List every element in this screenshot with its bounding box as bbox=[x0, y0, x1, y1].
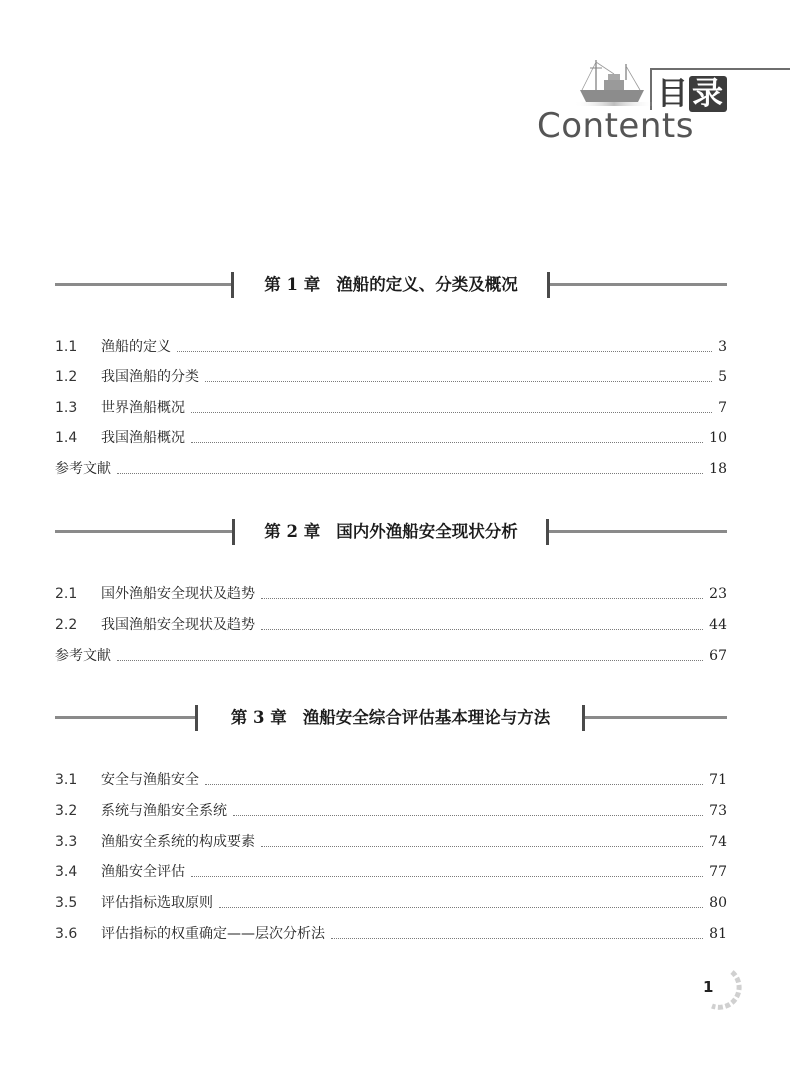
entry-page: 10 bbox=[709, 430, 727, 446]
toc-entry[interactable] bbox=[55, 646, 727, 666]
entry-page: 73 bbox=[709, 803, 727, 819]
entry-page: 18 bbox=[709, 461, 727, 477]
chapter-title bbox=[199, 703, 582, 733]
entry-title: 我国渔船概况 bbox=[101, 430, 185, 446]
entry-page: 3 bbox=[718, 339, 727, 355]
entry-number: 2.1 bbox=[55, 586, 78, 602]
header-rule-horizontal bbox=[650, 68, 790, 70]
entry-page: 77 bbox=[709, 864, 727, 880]
entry-title: 渔船的定义 bbox=[101, 339, 171, 355]
toc-entry[interactable] bbox=[55, 893, 727, 913]
toc-entry[interactable] bbox=[55, 615, 727, 635]
toc-entry[interactable] bbox=[55, 862, 727, 882]
entry-number: 3.2 bbox=[55, 803, 78, 819]
entry-title: 系统与渔船安全系统 bbox=[101, 803, 227, 819]
chapter-rule-right bbox=[585, 716, 727, 719]
chapter-2-heading bbox=[55, 517, 727, 547]
entry-number: 3.3 bbox=[55, 834, 78, 850]
entry-page: 23 bbox=[709, 586, 727, 602]
entry-number: 1.4 bbox=[55, 430, 78, 446]
chapter-name: 国内外渔船安全现状分析 bbox=[336, 522, 518, 541]
entry-title: 渔船安全评估 bbox=[101, 864, 185, 880]
chapter-number: 第 3 章 bbox=[230, 708, 287, 727]
toc-entry[interactable] bbox=[55, 428, 727, 448]
toc-entry[interactable] bbox=[55, 584, 727, 604]
leader-dots bbox=[261, 598, 703, 599]
toc-entry[interactable] bbox=[55, 398, 727, 418]
leader-dots bbox=[191, 876, 703, 877]
chapter-number: 第 2 章 bbox=[264, 522, 321, 541]
contents-word: Contents bbox=[537, 106, 694, 146]
leader-dots bbox=[191, 412, 712, 413]
chapter-1-heading bbox=[55, 270, 727, 300]
entry-title: 安全与渔船安全 bbox=[101, 772, 199, 788]
entry-title: 参考文献 bbox=[55, 648, 111, 664]
entry-page: 71 bbox=[709, 772, 727, 788]
entry-page: 7 bbox=[718, 400, 727, 416]
chapter-rule-left bbox=[55, 530, 232, 533]
chapter-title bbox=[236, 517, 546, 547]
entry-number: 3.5 bbox=[55, 895, 78, 911]
toc-entry[interactable] bbox=[55, 832, 727, 852]
toc-title-prefix: 目 bbox=[657, 76, 689, 112]
leader-dots bbox=[331, 938, 703, 939]
leader-dots bbox=[177, 351, 712, 352]
toc-entry[interactable] bbox=[55, 770, 727, 790]
toc-entry[interactable] bbox=[55, 459, 727, 479]
toc-entry[interactable] bbox=[55, 801, 727, 821]
toc-entry[interactable] bbox=[55, 367, 727, 387]
chapter-3-heading bbox=[55, 703, 727, 733]
entry-title: 我国渔船安全现状及趋势 bbox=[101, 617, 255, 633]
toc-entry[interactable] bbox=[55, 924, 727, 944]
entry-page: 44 bbox=[709, 617, 727, 633]
chapter-title bbox=[235, 270, 547, 300]
entry-page: 81 bbox=[709, 926, 727, 942]
leader-dots bbox=[205, 784, 703, 785]
entry-title: 我国渔船的分类 bbox=[101, 369, 199, 385]
entry-page: 67 bbox=[709, 648, 727, 664]
entry-number: 2.2 bbox=[55, 617, 78, 633]
chapter-rule-tick-left bbox=[195, 705, 198, 731]
chapter-rule-tick-left bbox=[232, 519, 235, 545]
entry-title: 世界渔船概况 bbox=[101, 400, 185, 416]
chapter-name: 渔船的定义、分类及概况 bbox=[336, 275, 518, 294]
leader-dots bbox=[117, 660, 703, 661]
chapter-rule-left bbox=[55, 283, 231, 286]
leader-dots bbox=[261, 629, 703, 630]
chapter-name: 渔船安全综合评估基本理论与方法 bbox=[302, 708, 551, 727]
leader-dots bbox=[191, 442, 703, 443]
chapter-rule-right bbox=[550, 283, 727, 286]
leader-dots bbox=[261, 846, 703, 847]
leader-dots bbox=[219, 907, 703, 908]
toc-title-boxed: 录 bbox=[689, 76, 727, 112]
entry-title: 评估指标的权重确定——层次分析法 bbox=[101, 926, 325, 942]
entry-page: 74 bbox=[709, 834, 727, 850]
entry-title: 渔船安全系统的构成要素 bbox=[101, 834, 255, 850]
entry-title: 参考文献 bbox=[55, 461, 111, 477]
entry-number: 1.1 bbox=[55, 339, 78, 355]
leader-dots bbox=[117, 473, 703, 474]
toc-entry[interactable] bbox=[55, 337, 727, 357]
entry-page: 80 bbox=[709, 895, 727, 911]
chapter-number: 第 1 章 bbox=[264, 275, 321, 294]
chapter-rule-left bbox=[55, 716, 195, 719]
leader-dots bbox=[233, 815, 703, 816]
entry-number: 1.2 bbox=[55, 369, 78, 385]
entry-number: 3.4 bbox=[55, 864, 78, 880]
entry-page: 5 bbox=[718, 369, 727, 385]
entry-number: 3.6 bbox=[55, 926, 78, 942]
leader-dots bbox=[205, 381, 712, 382]
entry-title: 国外渔船安全现状及趋势 bbox=[101, 586, 255, 602]
entry-number: 1.3 bbox=[55, 400, 78, 416]
entry-title: 评估指标选取原则 bbox=[101, 895, 213, 911]
entry-number: 3.1 bbox=[55, 772, 78, 788]
chapter-rule-right bbox=[549, 530, 727, 533]
page-number: 1 bbox=[703, 978, 714, 996]
chapter-rule-tick-left bbox=[231, 272, 234, 298]
